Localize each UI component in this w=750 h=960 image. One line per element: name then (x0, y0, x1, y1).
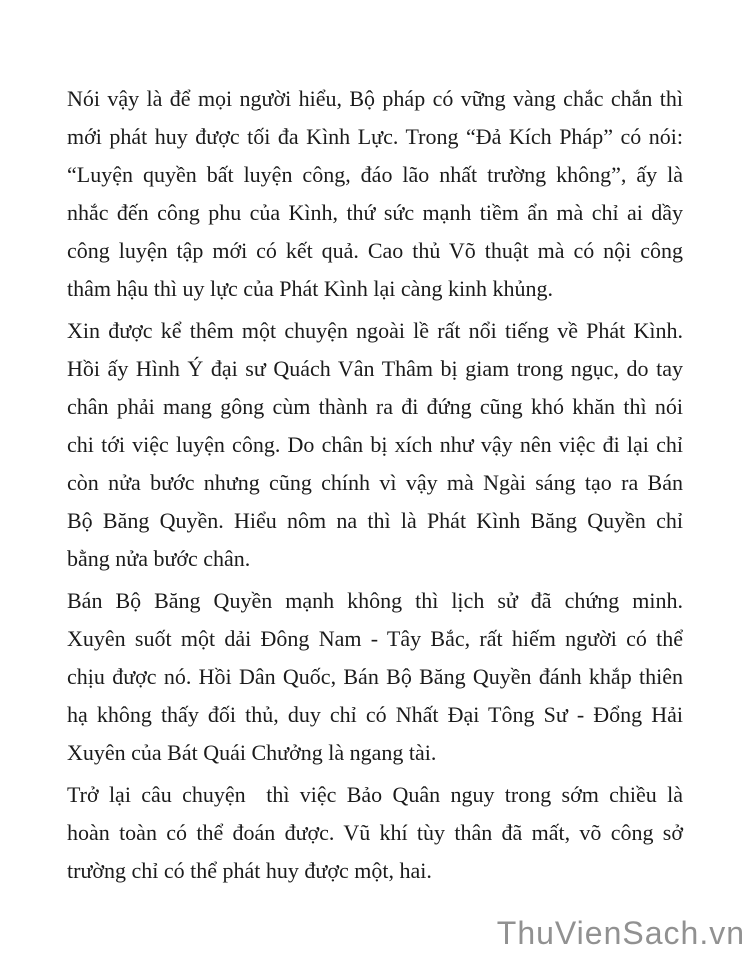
paragraph-3 (67, 582, 683, 772)
watermark-logo: ThuVienSach.vn (496, 915, 745, 951)
text-line: mới phát huy được tối đa Kình Lực. Trong “Đả Kích Pháp” có nói: (67, 124, 683, 149)
text-line: Hồi ấy Hình Ý đại sư Quách Vân Thâm bị giam trong ngục, do tay (67, 356, 683, 381)
paragraph-2 (67, 312, 683, 578)
text-line: Xuyên của Bát Quái Chưởng là ngang tài. (67, 740, 437, 765)
text-line: Bán Bộ Băng Quyền mạnh không thì lịch sử đã chứng minh. (67, 588, 683, 613)
text-line: nhắc đến công phu của Kình, thứ sức mạnh tiềm ẩn mà chỉ ai dầy (67, 200, 683, 225)
text-line: chịu được nó. Hồi Dân Quốc, Bán Bộ Băng Quyền đánh khắp thiên (67, 664, 683, 689)
text-line: hoàn toàn có thể đoán được. Vũ khí tùy thân đã mất, võ công sở (67, 820, 683, 845)
text-line: “Luyện quyền bất luyện công, đáo lão nhất trường không”, ấy là (67, 162, 683, 187)
text-line: Nói vậy là để mọi người hiểu, Bộ pháp có vững vàng chắc chắn thì (67, 86, 683, 111)
text-line: chi tới việc luyện công. Do chân bị xích như vậy nên việc đi lại chỉ (67, 432, 683, 457)
text-line: còn nửa bước nhưng cũng chính vì vậy mà Ngài sáng tạo ra Bán (67, 470, 683, 495)
text-line: Xuyên suốt một dải Đông Nam - Tây Bắc, rất hiếm người có thể (67, 626, 683, 651)
text-line: thâm hậu thì uy lực của Phát Kình lại càng kinh khủng. (67, 276, 554, 301)
text-line: bằng nửa bước chân. (67, 546, 251, 571)
text-block (67, 80, 683, 894)
paragraph-1 (67, 80, 683, 308)
text-line: Bộ Băng Quyền. Hiểu nôm na thì là Phát Kình Băng Quyền chỉ (67, 508, 683, 533)
text-line: hạ không thấy đối thủ, duy chỉ có Nhất Đại Tông Sư - Đổng Hải (67, 702, 683, 727)
text-line: trường chỉ có thể phát huy được một, hai. (67, 858, 432, 883)
text-line: chân phải mang gông cùm thành ra đi đứng cũng khó khăn thì nói (67, 394, 683, 419)
text-line: Trở lại câu chuyện thì việc Bảo Quân nguy trong sớm chiều là (67, 782, 683, 807)
text-line: công luyện tập mới có kết quả. Cao thủ Võ thuật mà có nội công (67, 238, 683, 263)
text-line: Xin được kể thêm một chuyện ngoài lề rất nổi tiếng về Phát Kình. (67, 318, 683, 343)
paragraph-4 (67, 776, 683, 890)
